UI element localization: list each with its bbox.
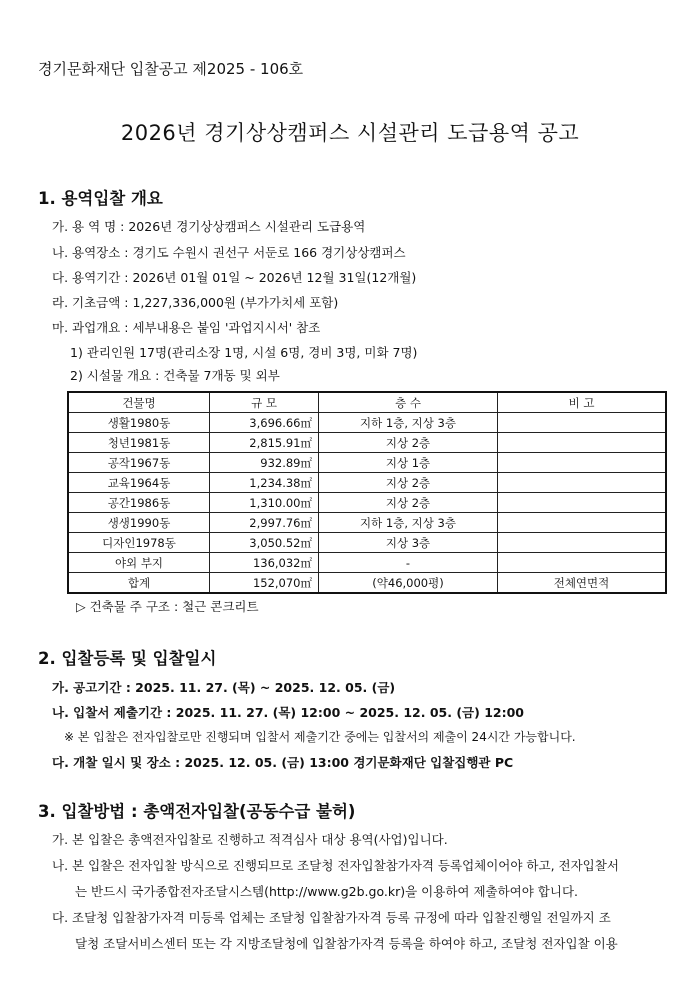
table-row — [68, 453, 666, 473]
building-floors: 지하 1층, 지상 3층 — [319, 513, 498, 533]
building-remarks — [498, 453, 667, 473]
building-area: 1,234.38㎡ — [210, 473, 319, 493]
building-name: 생활1980동 — [68, 413, 210, 433]
submission-period: 나. 입찰서 제출기간 : 2025. 11. 27. (목) 12:00 ~ 2025. 12. 05. (금) 12:00 — [52, 705, 524, 720]
building-floors: 지하 1층, 지상 3층 — [319, 413, 498, 433]
building-floors: 지상 2층 — [319, 473, 498, 493]
section-2-heading: 2. 입찰등록 및 입찰일시 — [38, 649, 217, 668]
task-overview: 마. 과업개요 : 세부내용은 붙임 '과업지시서' 참조 — [52, 320, 321, 335]
building-floors: - — [319, 553, 498, 573]
service-period: 다. 용역기간 : 2026년 01월 01일 ~ 2026년 12월 31일(12개월) — [52, 270, 417, 285]
table-row — [68, 553, 666, 573]
service-location: 나. 용역장소 : 경기도 수원시 권선구 서둔로 166 경기상상캠퍼스 — [52, 245, 406, 260]
column-header: 비 고 — [498, 392, 667, 413]
building-floors: 지상 1층 — [319, 453, 498, 473]
column-header: 규 모 — [210, 392, 319, 413]
table-row — [68, 533, 666, 553]
building-remarks — [498, 493, 667, 513]
notice-number: 경기문화재단 입찰공고 제2025 - 106호 — [38, 60, 304, 78]
bid-method-item-ga: 가. 본 입찰은 총액전자입찰로 진행하고 적격심사 대상 용역(사업)입니다. — [52, 832, 448, 847]
structure-note: ▷ 건축물 주 구조 : 철근 콘크리트 — [76, 599, 259, 614]
building-area: 2,997.76㎡ — [210, 513, 319, 533]
building-remarks — [498, 533, 667, 553]
building-area: 136,032㎡ — [210, 553, 319, 573]
building-name: 야외 부지 — [68, 553, 210, 573]
building-name: 공간1986동 — [68, 493, 210, 513]
facility-overview: 2) 시설물 개요 : 건축물 7개동 및 외부 — [70, 368, 280, 383]
bid-method-item-na-line1: 나. 본 입찰은 전자입찰 방식으로 진행되므로 조달청 전자입찰참가자격 등록업체이어야 하고, 전자입찰서 — [52, 858, 619, 873]
bid-method-item-da-line1: 다. 조달청 입찰참가자격 미등록 업체는 조달청 입찰참가자격 등록 규정에 따라 입찰진행일 전일까지 조 — [52, 910, 611, 925]
building-name: 청년1981동 — [68, 433, 210, 453]
building-remarks — [498, 553, 667, 573]
page-title: 2026년 경기상상캠퍼스 시설관리 도급용역 공고 — [120, 121, 580, 145]
table-header-row — [68, 392, 666, 413]
building-floors: 지상 3층 — [319, 533, 498, 553]
total-label: 합계 — [68, 573, 210, 594]
table-row — [68, 413, 666, 433]
opening-time-place: 다. 개찰 일시 및 장소 : 2025. 12. 05. (금) 13:00 경기문화재단 입찰집행관 PC — [52, 755, 514, 770]
building-name: 공작1967동 — [68, 453, 210, 473]
table-row — [68, 493, 666, 513]
building-area: 3,050.52㎡ — [210, 533, 319, 553]
column-header: 층 수 — [319, 392, 498, 413]
building-floors: 지상 2층 — [319, 493, 498, 513]
building-area: 932.89㎡ — [210, 453, 319, 473]
building-name: 생생1990동 — [68, 513, 210, 533]
building-remarks — [498, 513, 667, 533]
building-remarks — [498, 413, 667, 433]
building-area: 2,815.91㎡ — [210, 433, 319, 453]
building-remarks — [498, 473, 667, 493]
table-row — [68, 513, 666, 533]
building-area: 1,310.00㎡ — [210, 493, 319, 513]
column-header: 건물명 — [68, 392, 210, 413]
total-pyeong: (약46,000평) — [319, 573, 498, 594]
table-total-row — [68, 573, 666, 594]
staff-count: 1) 관리인원 17명(관리소장 1명, 시설 6명, 경비 3명, 미화 7명) — [70, 345, 418, 360]
section-3-heading: 3. 입찰방법 : 총액전자입찰(공동수급 불허) — [38, 802, 356, 821]
building-remarks — [498, 433, 667, 453]
total-area: 152,070㎡ — [210, 573, 319, 594]
table-row — [68, 433, 666, 453]
section-1-heading: 1. 용역입찰 개요 — [38, 189, 163, 208]
building-floors: 지상 2층 — [319, 433, 498, 453]
table-row — [68, 473, 666, 493]
electronic-bid-note: ※ 본 입찰은 전자입찰로만 진행되며 입찰서 제출기간 중에는 입찰서의 제출이 24시간 가능합니다. — [64, 730, 576, 744]
bid-method-item-da-line2: 달청 조달서비스센터 또는 각 지방조달청에 입찰참가자격 등록을 하여야 하고, 조달청 전자입찰 이용 — [75, 936, 618, 951]
building-area: 3,696.66㎡ — [210, 413, 319, 433]
total-remarks: 전체연면적 — [498, 573, 667, 594]
bid-method-item-na-line2: 는 반드시 국가종합전자조달시스템(http://www.g2b.go.kr)을 이용하여 제출하여야 합니다. — [75, 884, 578, 899]
building-name: 교육1964동 — [68, 473, 210, 493]
service-name: 가. 용 역 명 : 2026년 경기상상캠퍼스 시설관리 도급용역 — [52, 219, 366, 234]
building-name: 디자인1978동 — [68, 533, 210, 553]
notice-period: 가. 공고기간 : 2025. 11. 27. (목) ~ 2025. 12. 05. (금) — [52, 680, 396, 695]
facility-table — [67, 391, 667, 594]
base-amount: 라. 기초금액 : 1,227,336,000원 (부가가치세 포함) — [52, 295, 339, 310]
